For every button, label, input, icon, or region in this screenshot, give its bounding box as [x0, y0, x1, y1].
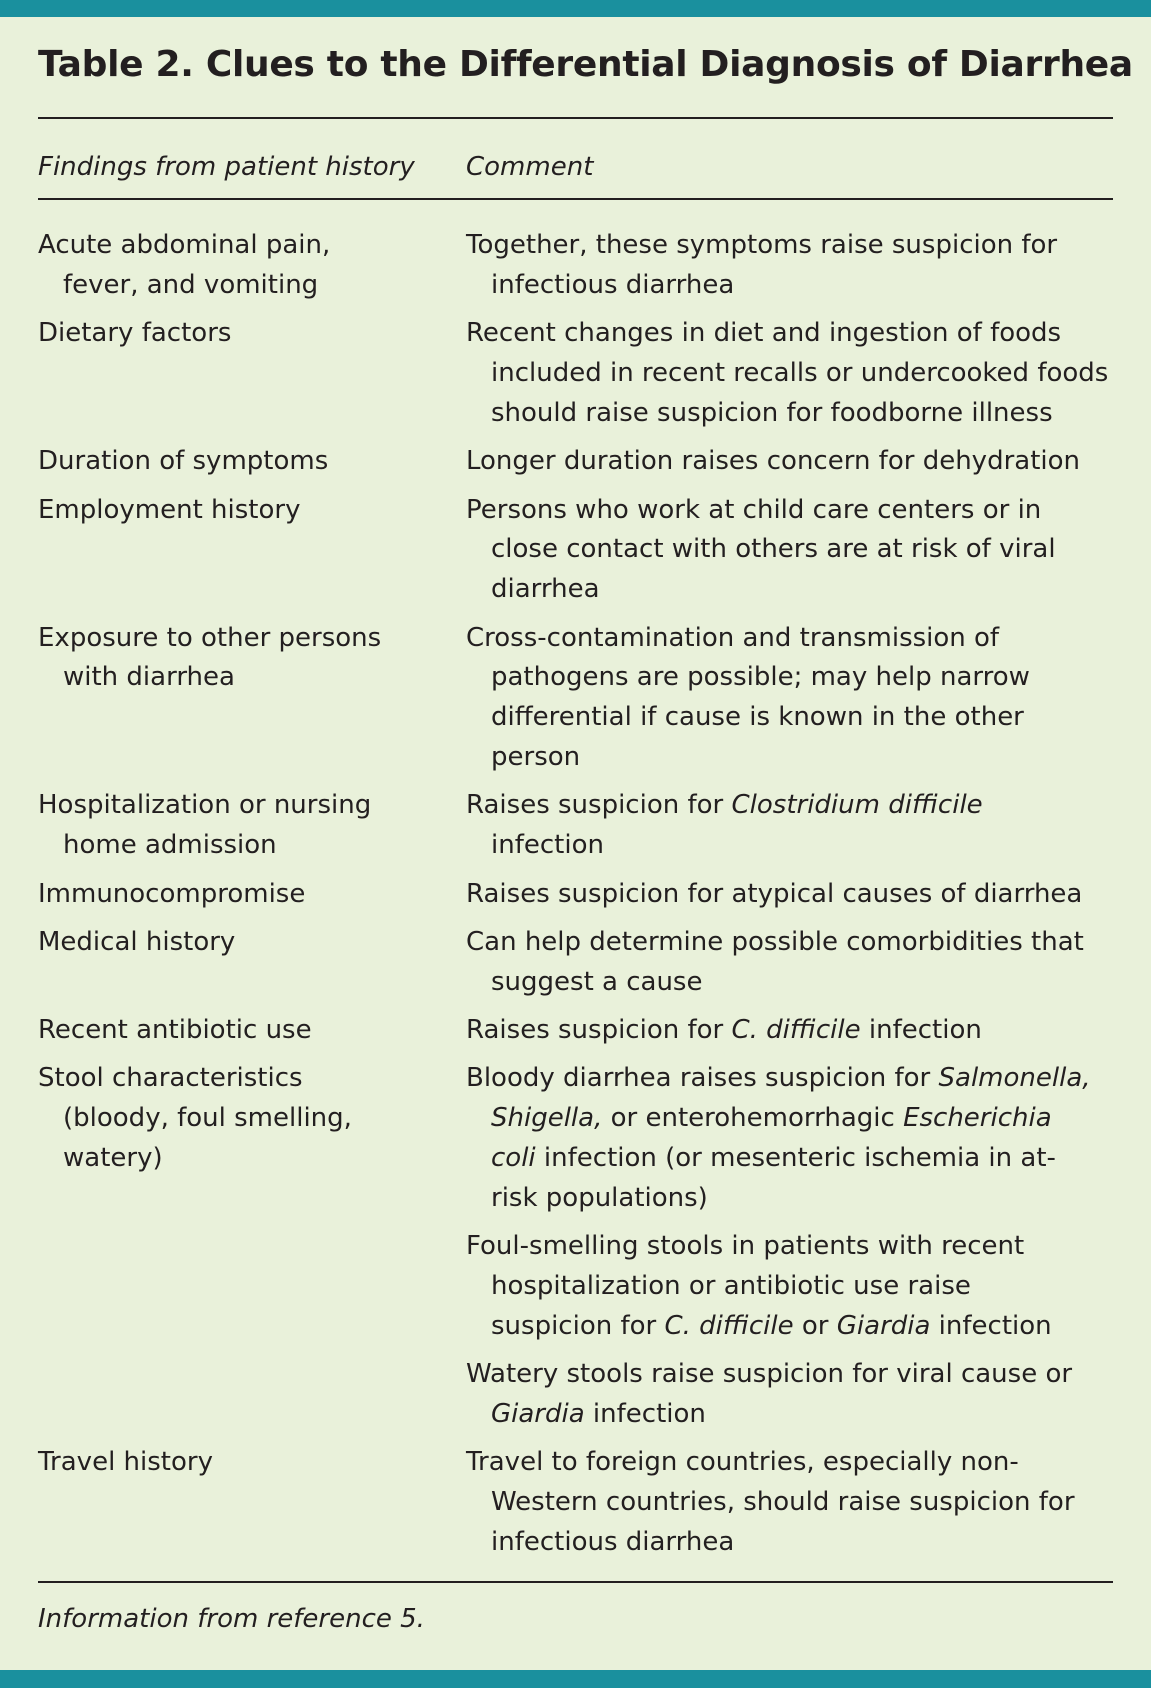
bottom-accent-bar	[0, 1670, 1151, 1688]
comment-line	[466, 923, 1113, 963]
comment-text: Together, these symptoms raise suspicion for	[466, 230, 1058, 260]
comment-line	[466, 658, 1113, 698]
comment-text: suggest a cause	[491, 966, 703, 997]
comment-text: Watery stools raise suspicion for viral cause or	[466, 1359, 1073, 1390]
comment-text: infectious diarrhea	[491, 269, 735, 300]
finding-cell	[38, 491, 466, 610]
finding-text: Exposure to other persons	[38, 622, 382, 653]
comment-line	[466, 826, 1113, 866]
table-row	[38, 226, 1113, 306]
comment-text: person	[491, 741, 581, 772]
comment-line	[466, 314, 1113, 354]
comment-line	[466, 1355, 1113, 1395]
comment-line	[466, 1395, 1113, 1435]
table-title: Table 2. Clues to the Differential Diagnosis of Diarrhea	[38, 44, 1133, 85]
finding-text: fever, and vomiting	[63, 269, 319, 300]
comment-text: included in recent recalls or undercooked foods	[491, 357, 1109, 388]
comment-line	[466, 1443, 1113, 1483]
finding-text: with diarrhea	[63, 662, 235, 693]
comment-cell	[466, 314, 1113, 433]
finding-cell	[38, 619, 466, 778]
comment-cell	[466, 786, 1113, 866]
comment-line	[466, 963, 1113, 1003]
comment-paragraph	[466, 1355, 1113, 1435]
comment-paragraph	[466, 619, 1113, 778]
finding-text: Acute abdominal pain,	[38, 230, 331, 260]
finding-cell	[38, 1059, 466, 1434]
comment-text: Recent changes in diet and ingestion of foods	[466, 318, 1062, 349]
comment-paragraph	[466, 314, 1113, 433]
italic-term: Giardia	[491, 1399, 585, 1430]
italic-term: Shigella,	[491, 1103, 603, 1134]
comment-cell	[466, 1011, 1113, 1051]
comment-line	[466, 491, 1113, 531]
comment-line	[466, 1227, 1113, 1267]
finding-cell	[38, 875, 466, 915]
comment-line	[466, 1179, 1113, 1219]
finding-cell	[38, 226, 466, 306]
comment-text: or	[793, 1310, 837, 1341]
title-rule	[38, 117, 1113, 119]
comment-line	[466, 738, 1113, 778]
comment-paragraph	[466, 1011, 1113, 1051]
finding-text: Duration of symptoms	[38, 446, 329, 477]
comment-line	[466, 1523, 1113, 1563]
comment-cell	[466, 875, 1113, 915]
comment-line	[466, 1011, 1113, 1051]
finding-cell	[38, 786, 466, 866]
comment-paragraph	[466, 1059, 1113, 1218]
comment-line	[466, 1059, 1113, 1099]
comment-line	[466, 1139, 1113, 1179]
italic-term: Escherichia	[903, 1103, 1052, 1134]
table-row	[38, 875, 1113, 915]
comment-line	[466, 786, 1113, 826]
comment-text: infection	[930, 1310, 1052, 1341]
italic-term: coli	[491, 1143, 536, 1174]
comment-paragraph	[466, 875, 1113, 915]
footnote: Information from reference 5.	[38, 1604, 425, 1634]
comment-text: hospitalization or antibiotic use raise	[491, 1271, 971, 1302]
table-row	[38, 619, 1113, 778]
comment-paragraph	[466, 1443, 1113, 1562]
table-row	[38, 1443, 1113, 1562]
table-row	[38, 1059, 1113, 1434]
finding-text: Stool characteristics	[38, 1063, 303, 1094]
header-rule	[38, 198, 1113, 200]
comment-line	[466, 1307, 1113, 1347]
table-row	[38, 442, 1113, 482]
comment-text: infection	[584, 1399, 706, 1430]
comment-line	[466, 354, 1113, 394]
finding-text: home admission	[63, 830, 277, 861]
comment-text: Raises suspicion for atypical causes of diarrhea	[466, 878, 1083, 909]
comment-text: Western countries, should raise suspicion for	[491, 1487, 1075, 1518]
comment-paragraph	[466, 923, 1113, 1003]
comment-text: infection (or mesenteric ischemia in at-	[535, 1143, 1056, 1174]
finding-text: Employment history	[38, 494, 301, 525]
comment-text: Foul-smelling stools in patients with recent	[466, 1231, 1025, 1262]
comment-line	[466, 875, 1113, 915]
column-header-comment: Comment	[466, 152, 594, 182]
comment-paragraph	[466, 226, 1113, 306]
comment-text: Can help determine possible comorbidities that	[466, 926, 1084, 957]
italic-term: Clostridium difficile	[731, 790, 983, 821]
column-header-findings: Findings from patient history	[38, 152, 415, 182]
comment-text: Cross-contamination and transmission of	[466, 622, 1000, 653]
comment-cell	[466, 442, 1113, 482]
comment-line	[466, 1483, 1113, 1523]
italic-term: C. difficile	[731, 1015, 861, 1046]
italic-term: C. difficile	[664, 1310, 794, 1341]
comment-paragraph	[466, 1227, 1113, 1346]
italic-term: Salmonella,	[938, 1063, 1091, 1094]
comment-line	[466, 394, 1113, 434]
comment-line	[466, 530, 1113, 570]
comment-line	[466, 1099, 1113, 1139]
comment-text: Travel to foreign countries, especially non-	[466, 1447, 1019, 1478]
comment-line	[466, 698, 1113, 738]
comment-text: diarrhea	[491, 574, 600, 605]
comment-cell	[466, 619, 1113, 778]
comment-text: Bloody diarrhea raises suspicion for	[466, 1063, 939, 1094]
finding-cell	[38, 442, 466, 482]
comment-text: infection	[860, 1015, 982, 1046]
finding-text: Immunocompromise	[38, 878, 306, 909]
comment-text: Persons who work at child care centers or in	[466, 494, 1042, 525]
comment-text: suspicion for	[491, 1310, 665, 1341]
bottom-rule	[38, 1581, 1113, 1583]
comment-text: pathogens are possible; may help narrow	[491, 662, 1030, 693]
italic-term: Giardia	[836, 1310, 931, 1341]
comment-cell	[466, 1443, 1113, 1562]
comment-line	[466, 570, 1113, 610]
comment-text: Raises suspicion for	[466, 790, 732, 821]
comment-text: should raise suspicion for foodborne illness	[491, 397, 1053, 428]
comment-text: infectious diarrhea	[491, 1527, 735, 1558]
table-row	[38, 923, 1113, 1003]
top-accent-bar	[0, 0, 1151, 17]
comment-paragraph	[466, 491, 1113, 610]
finding-text: Medical history	[38, 926, 236, 957]
comment-text: infection	[491, 830, 604, 861]
finding-text: watery)	[63, 1143, 163, 1174]
comment-cell	[466, 923, 1113, 1003]
comment-line	[466, 442, 1113, 482]
table-row	[38, 314, 1113, 433]
table-row	[38, 1011, 1113, 1051]
finding-cell	[38, 314, 466, 433]
table-body	[38, 226, 1113, 1571]
comment-text: Raises suspicion for	[466, 1015, 732, 1046]
comment-cell	[466, 226, 1113, 306]
comment-paragraph	[466, 442, 1113, 482]
comment-cell	[466, 491, 1113, 610]
comment-line	[466, 1267, 1113, 1307]
comment-cell	[466, 1059, 1113, 1434]
finding-text: Recent antibiotic use	[38, 1015, 312, 1046]
comment-paragraph	[466, 786, 1113, 866]
comment-text: risk populations)	[491, 1182, 708, 1213]
finding-cell	[38, 923, 466, 1003]
table-row	[38, 491, 1113, 610]
comment-text: or enterohemorrhagic	[602, 1103, 904, 1134]
finding-text: Travel history	[38, 1447, 213, 1478]
comment-text: differential if cause is known in the other	[491, 702, 1024, 733]
finding-text: (bloody, foul smelling,	[63, 1103, 352, 1134]
finding-cell	[38, 1443, 466, 1562]
comment-text: Longer duration raises concern for dehydration	[466, 446, 1080, 477]
finding-cell	[38, 1011, 466, 1051]
comment-line	[466, 619, 1113, 659]
comment-text: close contact with others are at risk of viral	[491, 534, 1056, 565]
comment-line	[466, 226, 1113, 266]
finding-text: Hospitalization or nursing	[38, 790, 372, 821]
finding-text: Dietary factors	[38, 318, 232, 349]
table-row	[38, 786, 1113, 866]
comment-line	[466, 266, 1113, 306]
